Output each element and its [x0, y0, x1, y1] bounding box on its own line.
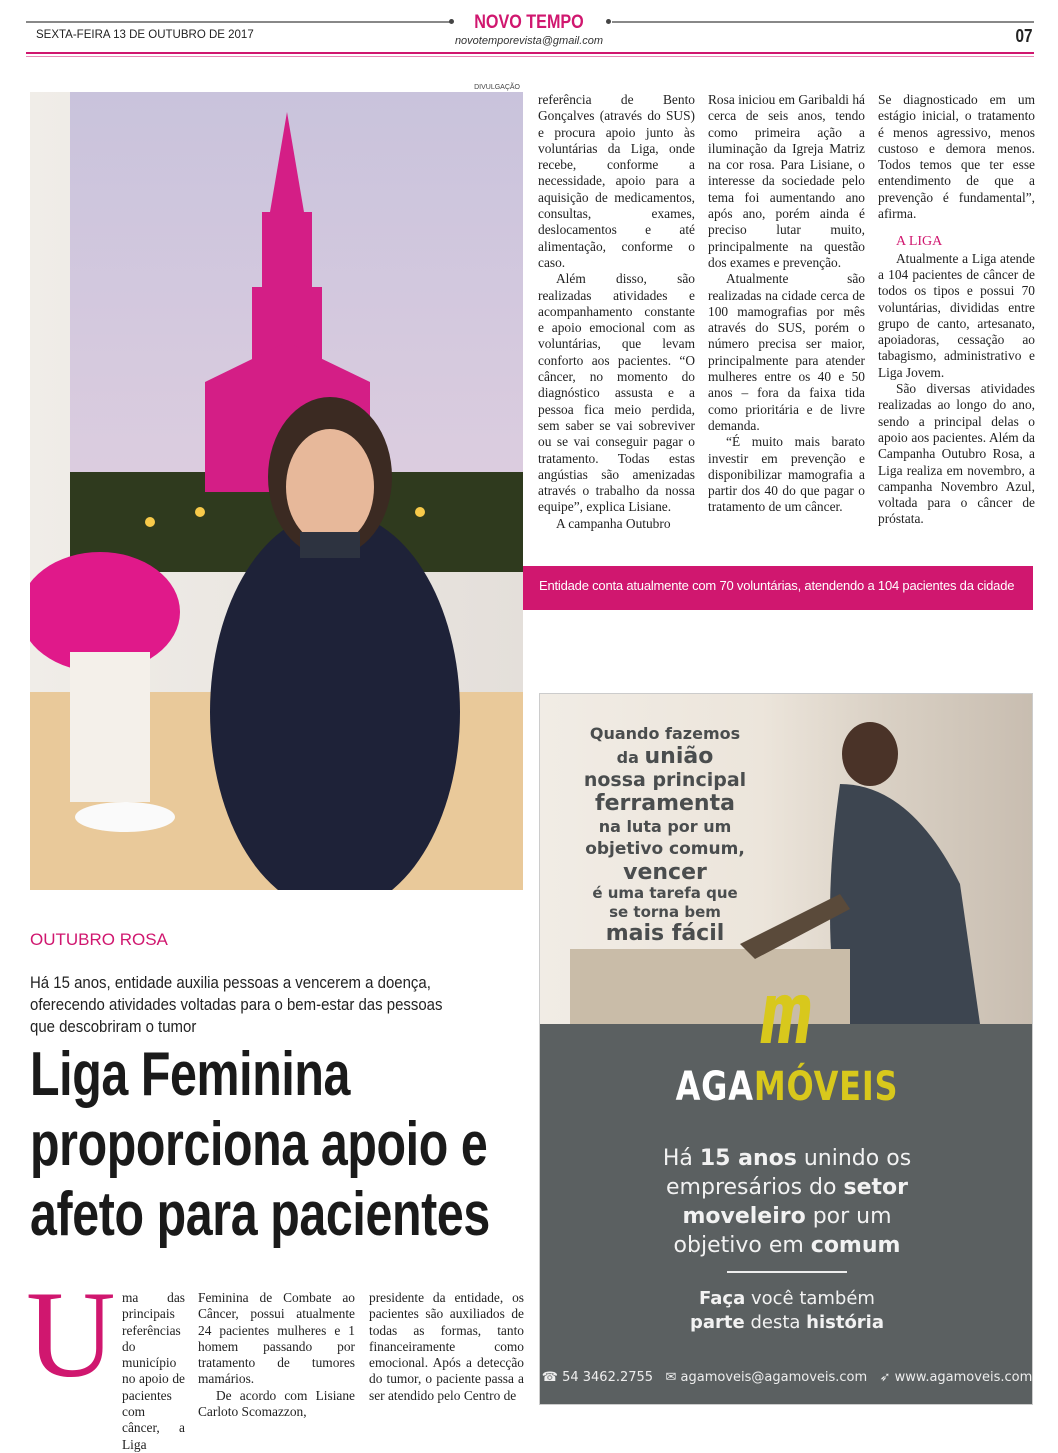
tag-text: objetivo em — [673, 1233, 811, 1258]
newspaper-email: novotemporevista@gmail.com — [454, 35, 604, 47]
slogan-line: se torna bem — [609, 903, 721, 921]
article-column — [369, 1290, 524, 1404]
issue-date: SEXTA-FEIRA 13 DE OUTUBRO DE 2017 — [36, 29, 254, 41]
paragraph — [122, 1290, 185, 1453]
tag-text: setor — [843, 1175, 908, 1200]
section-kicker: OUTUBRO ROSA — [30, 930, 168, 949]
tag-text: 15 anos — [699, 1146, 797, 1171]
article-headline — [30, 1040, 498, 1250]
newspaper-brand: NOVO TEMPO — [474, 12, 584, 33]
header-divider — [26, 52, 1034, 54]
slogan-line: é uma tarefa que — [592, 884, 738, 902]
tagline-line — [540, 1173, 1033, 1202]
slogan-line: objetivo comum, — [585, 839, 745, 859]
tag-text: unindo os — [796, 1146, 912, 1171]
paragraph: Rosa iniciou em Garibaldi há cerca de seis anos, tendo como primeira ação a iluminação da Igreja Matriz na cor rosa. Para Lisiane, o interesse da sociedade pelo tema foi aumentando ano após ano, porém ainda é preciso lutar muito, principalmente na questão dos exames e prevenção. — [708, 92, 865, 270]
ad-phone[interactable]: 54 3462.2755 — [562, 1370, 654, 1385]
paragraph: Além disso, são realizadas atividades e acompanhamento constante e apoio emocional com as voluntárias, que levam conforto aos pacientes. “O câncer, no momento do diagnóstico assusta e a pessoa fica meio perdida, sem saber se vai sobreviver ou se vai conseguir pagar o tratamento. Todas estas angústias são amenizadas através o trabalho da nossa equipe”, explica Lisiane. — [538, 271, 695, 515]
headline-line: afeto para pacientes — [30, 1180, 490, 1249]
brand-logo — [589, 1064, 984, 1110]
cta-text: história — [806, 1312, 885, 1333]
article-deck: Há 15 anos, entidade auxilia pessoas a vencerem a doença, oferecendo atividades voltadas para o bem-estar das pessoas que descobriram o tumor — [30, 973, 443, 1036]
advertisement[interactable] — [539, 693, 1033, 1405]
tag-text: moveleiro — [682, 1204, 806, 1229]
logo-mark: m — [754, 964, 820, 1064]
photo-illustration — [30, 92, 523, 890]
tag-text: Há — [662, 1146, 700, 1171]
paragraph: “É muito mais barato investir em prevenção e disponibilizar mamografia a partir dos 40 do que pagar o tratamento de um câncer. — [708, 434, 865, 515]
paragraph: Se diagnosticado em um estágio inicial, o tratamento é menos agressivo, menos custoso e demora menos. Todos temos que ter esse entendimento de que a prevenção é fundamental”, afirma. — [878, 92, 1035, 222]
photo-caption: Entidade conta atualmente com 70 voluntárias, atendendo a 104 pacientes da cidade — [523, 566, 1033, 610]
cta-text: Faça — [699, 1288, 746, 1309]
cta-text: parte — [689, 1312, 745, 1333]
slogan-line: mais fácil — [605, 921, 725, 946]
tag-text: empresários do — [666, 1175, 844, 1200]
cta-line — [540, 1287, 1033, 1311]
cta-line — [540, 1311, 1033, 1335]
slogan-line: ferramenta — [595, 791, 735, 816]
ad-contacts — [540, 1370, 1033, 1385]
article-photo — [30, 92, 523, 890]
ad-email[interactable]: agamoveis@agamoveis.com — [680, 1370, 868, 1385]
header-rule-left — [26, 21, 450, 23]
ad-cta — [540, 1287, 1033, 1335]
paragraph: Atualmente são realizadas na cidade cerca de 100 mamografias por mês através do SUS, porém o número precisa ser maior, principalmente para atender mulheres entre os 40 e 50 anos – fora da faixa tida como prioritária e de livre demanda. — [708, 271, 865, 433]
tagline-line — [540, 1144, 1033, 1173]
drop-cap: U — [26, 1266, 116, 1403]
article-column — [122, 1290, 185, 1453]
photo-credit: DIVULGAÇÃO — [474, 84, 520, 91]
cta-text: desta — [744, 1312, 807, 1333]
article-column — [708, 92, 865, 516]
headline-line: Liga Feminina — [30, 1040, 351, 1109]
slogan-line: na luta por um — [598, 817, 732, 836]
slogan-word: da — [616, 748, 639, 767]
article-column — [198, 1290, 355, 1420]
web-icon: ➶ — [879, 1370, 891, 1385]
ad-divider — [727, 1271, 847, 1273]
mail-icon: ✉ — [665, 1370, 677, 1385]
header-divider — [26, 56, 1034, 57]
ad-website[interactable]: www.agamoveis.com — [894, 1370, 1033, 1385]
header-rule-right — [612, 21, 1034, 23]
paragraph: presidente da entidade, os pacientes são auxiliados de todas as formas, tanto financeiramente como emocional. Após a detecção do tumor, o paciente passa a ser atendido pelo Centro de — [369, 1290, 524, 1403]
subheading: A LIGA — [896, 234, 943, 250]
tagline-line — [540, 1202, 1033, 1231]
header-dot — [606, 19, 611, 24]
phone-icon: ☎ — [541, 1370, 558, 1385]
article-column — [878, 92, 1035, 528]
logo-text-aga: AGA — [675, 1064, 754, 1110]
article-column — [538, 92, 695, 532]
ad-slogan — [550, 722, 780, 945]
ad-tagline — [540, 1144, 1033, 1260]
paragraph: De acordo com Lisiane Carloto Scomazzon, — [198, 1387, 355, 1420]
slogan-line — [550, 745, 780, 769]
drop-cap-text: ma das principais referências do município no apoio de pacientes com câncer, a Liga — [122, 1290, 185, 1452]
paragraph: referência de Bento Gonçalves (através do SUS) e procura apoio junto às voluntárias da Liga, onde recebe, conforme a necessidade, apoio para a aquisição de medicamentos, consultas, exames, deslocamentos e até alimentação, conforme o caso. — [538, 92, 695, 270]
slogan-line: vencer — [623, 860, 707, 885]
headline-line: proporciona apoio e — [30, 1110, 488, 1179]
paragraph: Feminina de Combate ao Câncer, possui atualmente 24 pacientes mulheres e 1 homem passando por tratamento de tumores mamários. — [198, 1290, 355, 1387]
tag-text: por um — [805, 1204, 892, 1229]
paragraph: A campanha Outubro — [556, 515, 671, 531]
cta-text: você também — [745, 1288, 875, 1309]
slogan-line: Quando fazemos — [589, 724, 741, 743]
slogan-word: união — [644, 744, 714, 769]
tag-text: comum — [810, 1233, 901, 1258]
logo-text-moveis: MÓVEIS — [753, 1064, 899, 1110]
paragraph: São diversas atividades realizadas ao longo do ano, sendo a principal delas o apoio aos pacientes. Além da Campanha Outubro Rosa, a Liga realiza em novembro, a campanha Novembro Azul, voltada para o câncer de próstata. — [878, 381, 1035, 527]
paragraph: Atualmente a Liga atende a 104 pacientes de câncer de todos os tipos e possui 70 voluntárias, divididas entre grupo de canto, artesanato, apoiadoras, cessação ao tabagismo, administrativo e Liga Jovem. — [878, 250, 1035, 380]
tagline-line — [540, 1231, 1033, 1260]
page-number: 07 — [1015, 26, 1033, 46]
slogan-line: nossa principal — [583, 769, 747, 791]
